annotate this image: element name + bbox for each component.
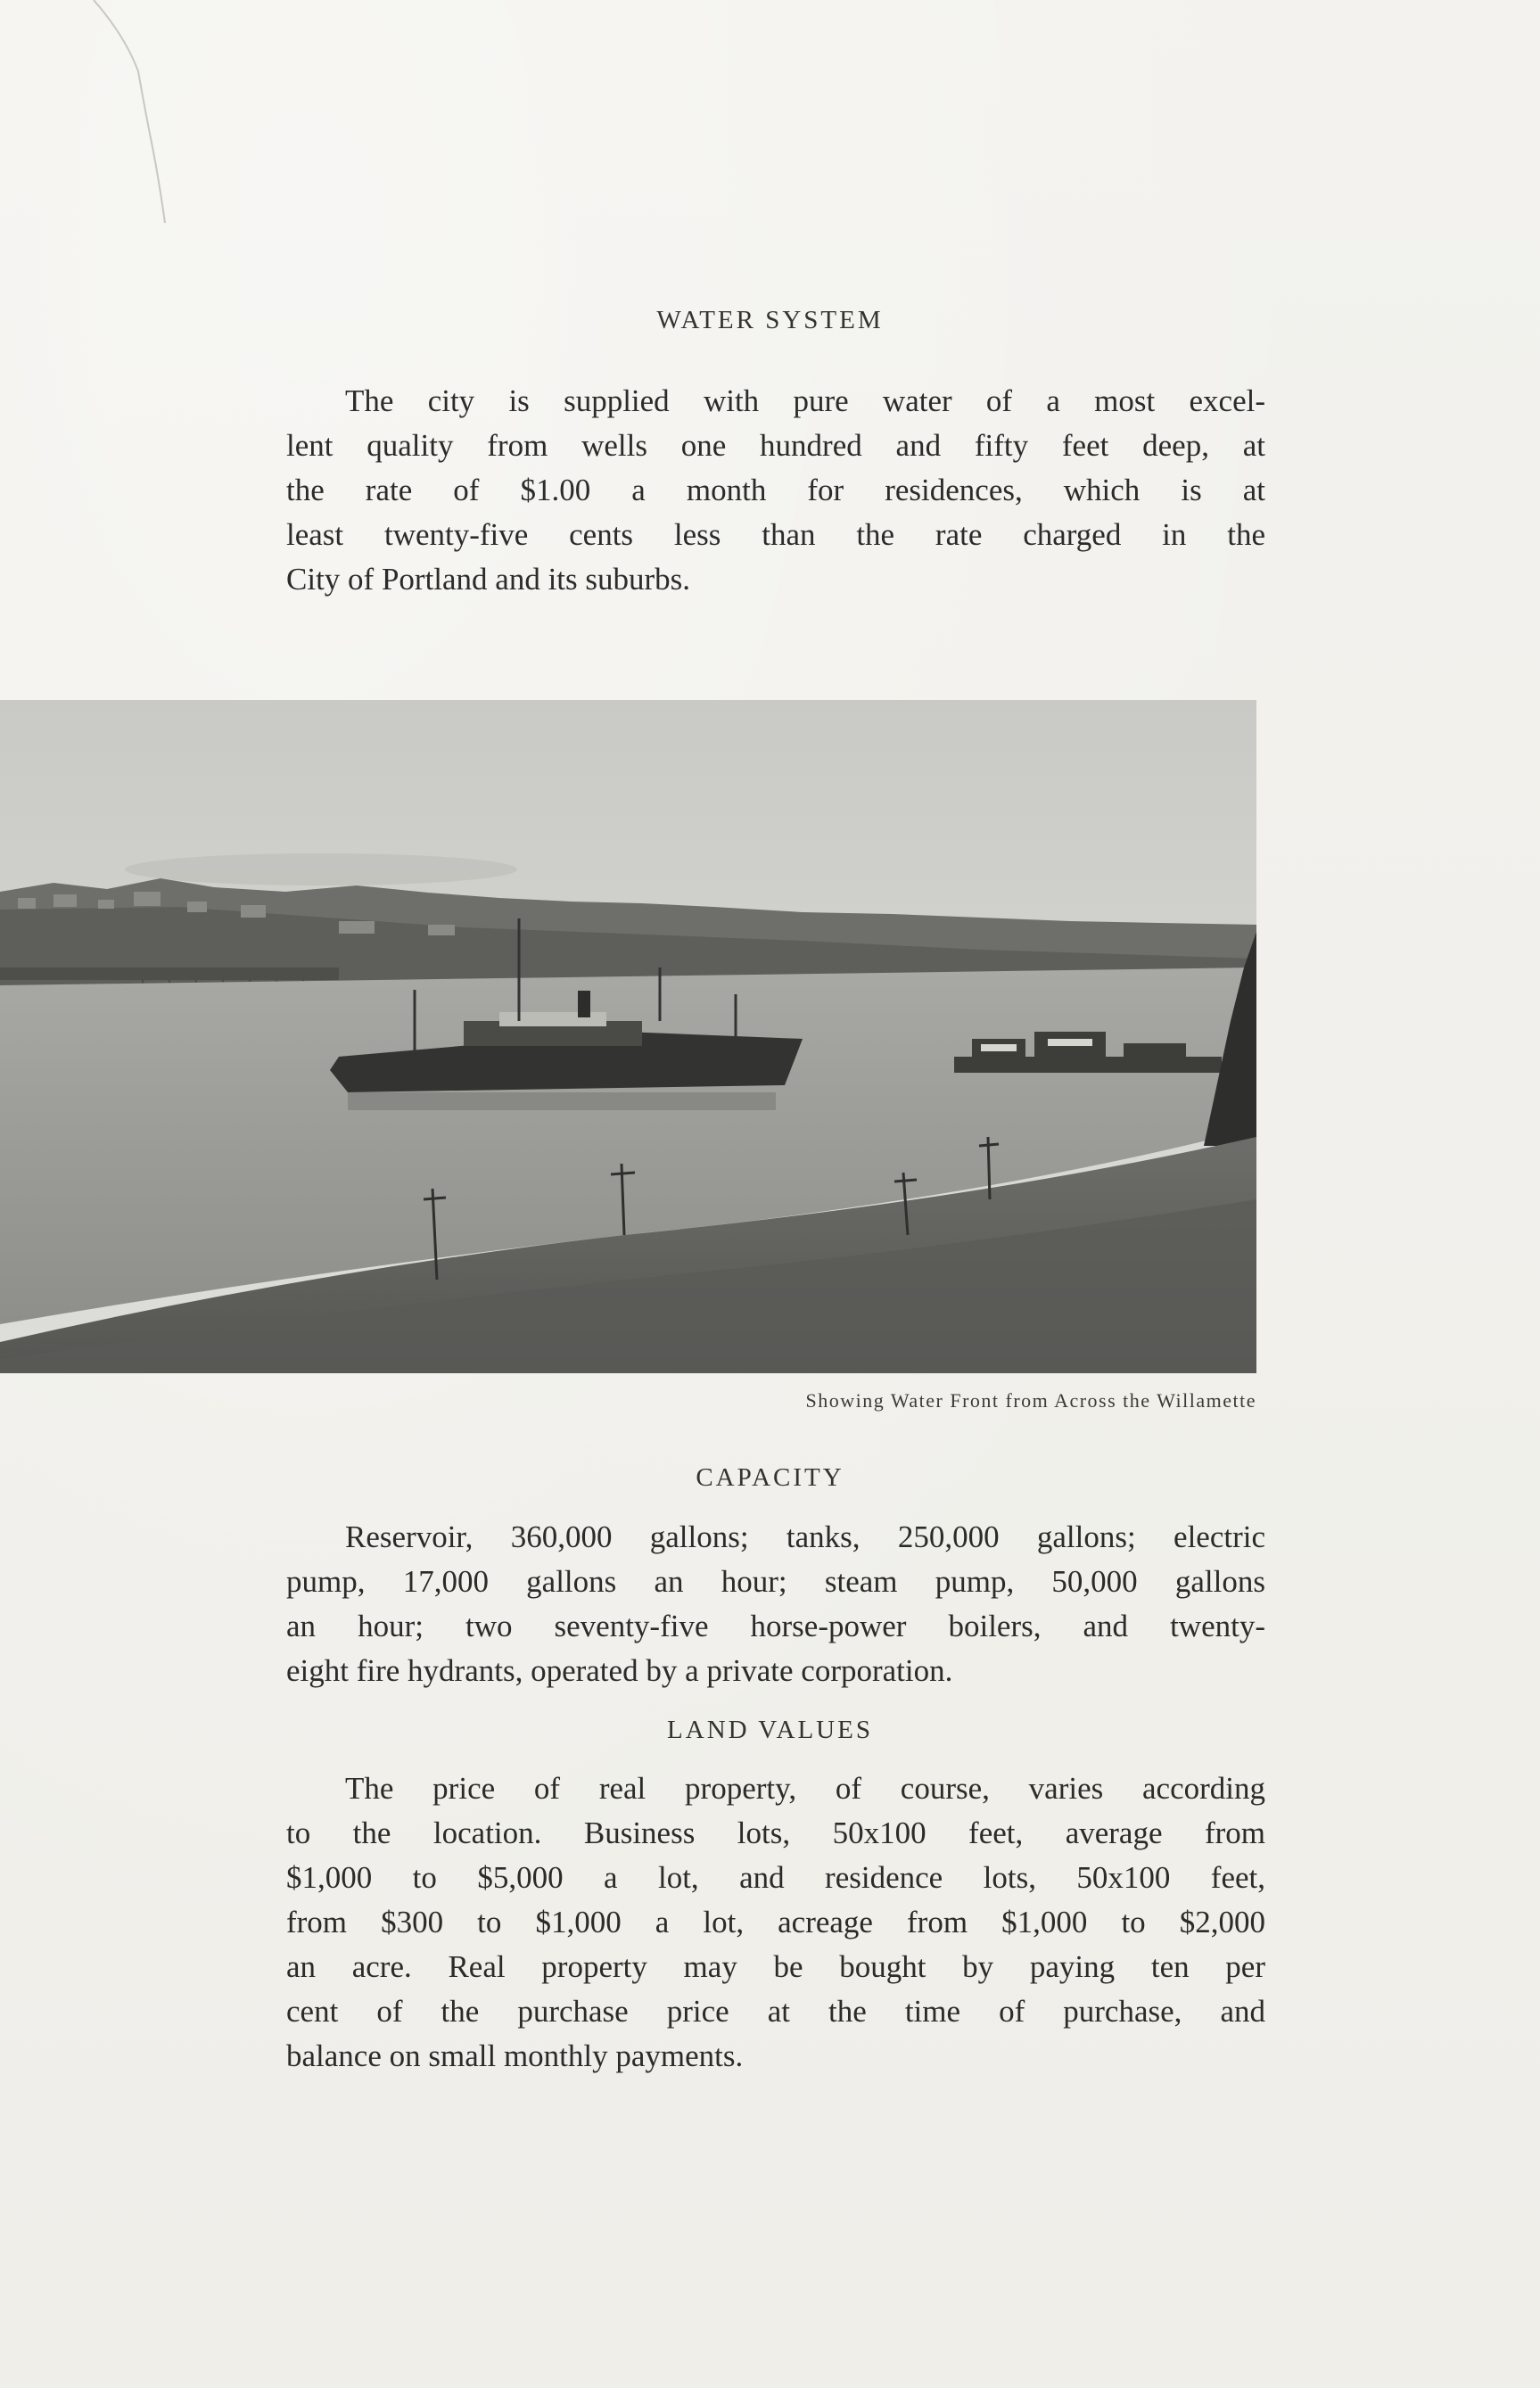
paragraph-line: from $300 to $1,000 a lot, acreage from $1,000 to $2,000	[286, 1905, 1265, 1939]
capacity-heading: CAPACITY	[696, 1463, 844, 1492]
paragraph-line: Reservoir, 360,000 gallons; tanks, 250,000 gallons; electric	[345, 1519, 1265, 1554]
paragraph-line: City of Portland and its suburbs.	[286, 562, 691, 597]
paragraph-line: least twenty-five cents less than the rate charged in the	[286, 517, 1265, 552]
photo-caption: Showing Water Front from Across the Willamette	[805, 1389, 1256, 1412]
paragraph-line: $1,000 to $5,000 a lot, and residence lots, 50x100 feet,	[286, 1860, 1265, 1895]
paragraph-line: eight fire hydrants, operated by a private corporation.	[286, 1653, 953, 1688]
paper-crease	[89, 0, 196, 232]
land-values-heading: LAND VALUES	[667, 1716, 873, 1744]
paragraph-line: to the location. Business lots, 50x100 feet, average from	[286, 1816, 1265, 1850]
paragraph-line: the rate of $1.00 a month for residences, which is at	[286, 473, 1265, 507]
water-system-heading: WATER SYSTEM	[656, 306, 884, 334]
paragraph-line: an hour; two seventy-five horse-power boilers, and twenty-	[286, 1609, 1265, 1643]
paragraph-line: balance on small monthly payments.	[286, 2038, 744, 2073]
land-values-paragraph	[286, 1766, 1265, 2079]
paragraph-line: The city is supplied with pure water of a most excel-	[345, 383, 1265, 418]
waterfront-photo	[0, 700, 1256, 1373]
paragraph-line: an acre. Real property may be bought by paying ten per	[286, 1949, 1265, 1984]
paragraph-line: cent of the purchase price at the time of purchase, and	[286, 1994, 1265, 2029]
capacity-paragraph	[286, 1515, 1265, 1693]
paragraph-line: pump, 17,000 gallons an hour; steam pump, 50,000 gallons	[286, 1564, 1265, 1599]
paragraph-line: lent quality from wells one hundred and fifty feet deep, at	[286, 428, 1265, 463]
paragraph-line: The price of real property, of course, varies according	[345, 1771, 1265, 1806]
water-system-paragraph	[286, 379, 1265, 602]
